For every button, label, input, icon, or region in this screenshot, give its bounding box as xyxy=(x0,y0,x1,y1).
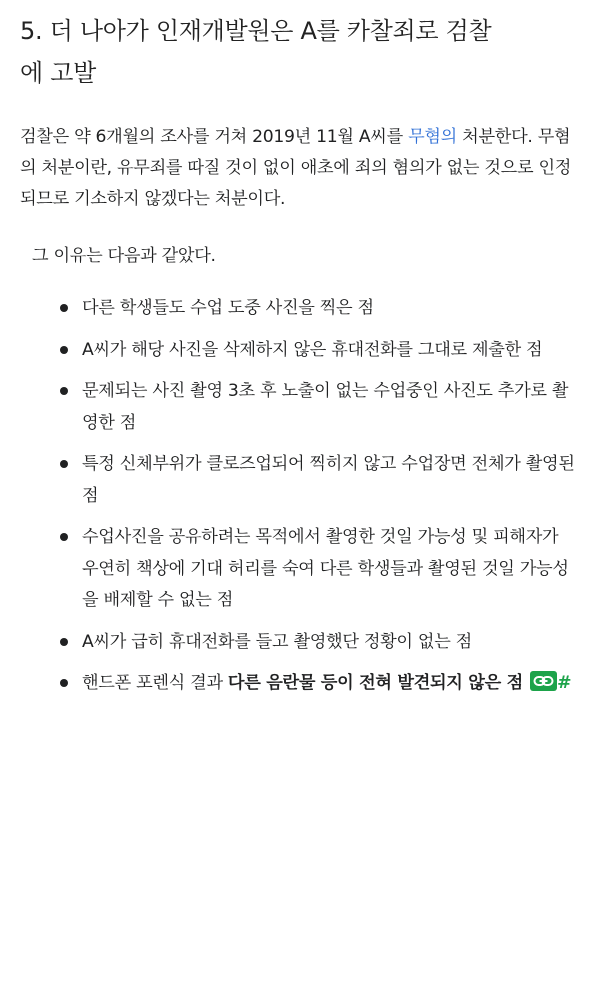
mu-hyeom-ui-link[interactable]: 무혐의 xyxy=(408,127,457,147)
reason-text-bold: 다른 음란물 등이 전혀 발견되지 않은 점 xyxy=(227,673,523,693)
list-item xyxy=(20,293,576,325)
section-heading xyxy=(20,10,576,94)
hash-anchor-link[interactable]: # xyxy=(557,673,572,693)
bullet-icon xyxy=(60,533,68,541)
body-paragraph xyxy=(20,122,576,215)
reason-text: A씨가 해당 사진을 삭제하지 않은 휴대전화를 그대로 제출한 점 xyxy=(82,339,543,360)
bullet-icon xyxy=(60,387,68,395)
reason-intro: 그 이유는 다음과 같았다. xyxy=(32,246,216,266)
list-item xyxy=(20,627,576,659)
paragraph-text-after: 처분한다. 무혐의 처분이란, 유무죄를 따질 것이 없이 애초에 죄의 혐의가 없는 것으로 인정되므로 기소하지 않겠다는 처분이다. xyxy=(20,127,572,209)
list-item xyxy=(20,335,576,367)
reason-text: 다른 학생들도 수업 도중 사진을 찍은 점 xyxy=(82,298,374,318)
list-item xyxy=(20,522,576,617)
paragraph-text-before: 검찰은 약 6개월의 조사를 거쳐 2019년 11월 A씨를 xyxy=(20,127,409,147)
reason-text: A씨가 급히 휴대전화를 들고 촬영했단 정황이 없는 점 xyxy=(82,631,472,652)
bullet-icon xyxy=(60,638,68,646)
section-heading-line1: 5. 더 나아가 인재개발원은 A를 카찰죄로 검찰 xyxy=(20,17,492,45)
list-item xyxy=(20,449,576,512)
list-item xyxy=(20,668,576,700)
bullet-icon xyxy=(60,346,68,354)
bullet-icon xyxy=(60,679,68,687)
section-heading-line2: 에 고발 xyxy=(20,59,96,87)
bullet-icon xyxy=(60,460,68,468)
link-icon[interactable] xyxy=(530,671,557,691)
bullet-icon xyxy=(60,304,68,312)
reason-list xyxy=(20,293,576,700)
list-item xyxy=(20,376,576,439)
reason-text: 특정 신체부위가 클로즈업되어 찍히지 않고 수업장면 전체가 촬영된 점 xyxy=(82,454,575,506)
reason-text: 수업사진을 공유하려는 목적에서 촬영한 것일 가능성 및 피해자가 우연히 책상에 기대 허리를 숙여 다른 학생들과 촬영된 것일 가능성을 배제할 수 없는 점 xyxy=(82,527,569,610)
reason-text: 문제되는 사진 촬영 3초 후 노출이 없는 수업중인 사진도 추가로 촬영한 점 xyxy=(82,381,569,433)
reason-text-normal: 핸드폰 포렌식 결과 xyxy=(82,673,228,693)
